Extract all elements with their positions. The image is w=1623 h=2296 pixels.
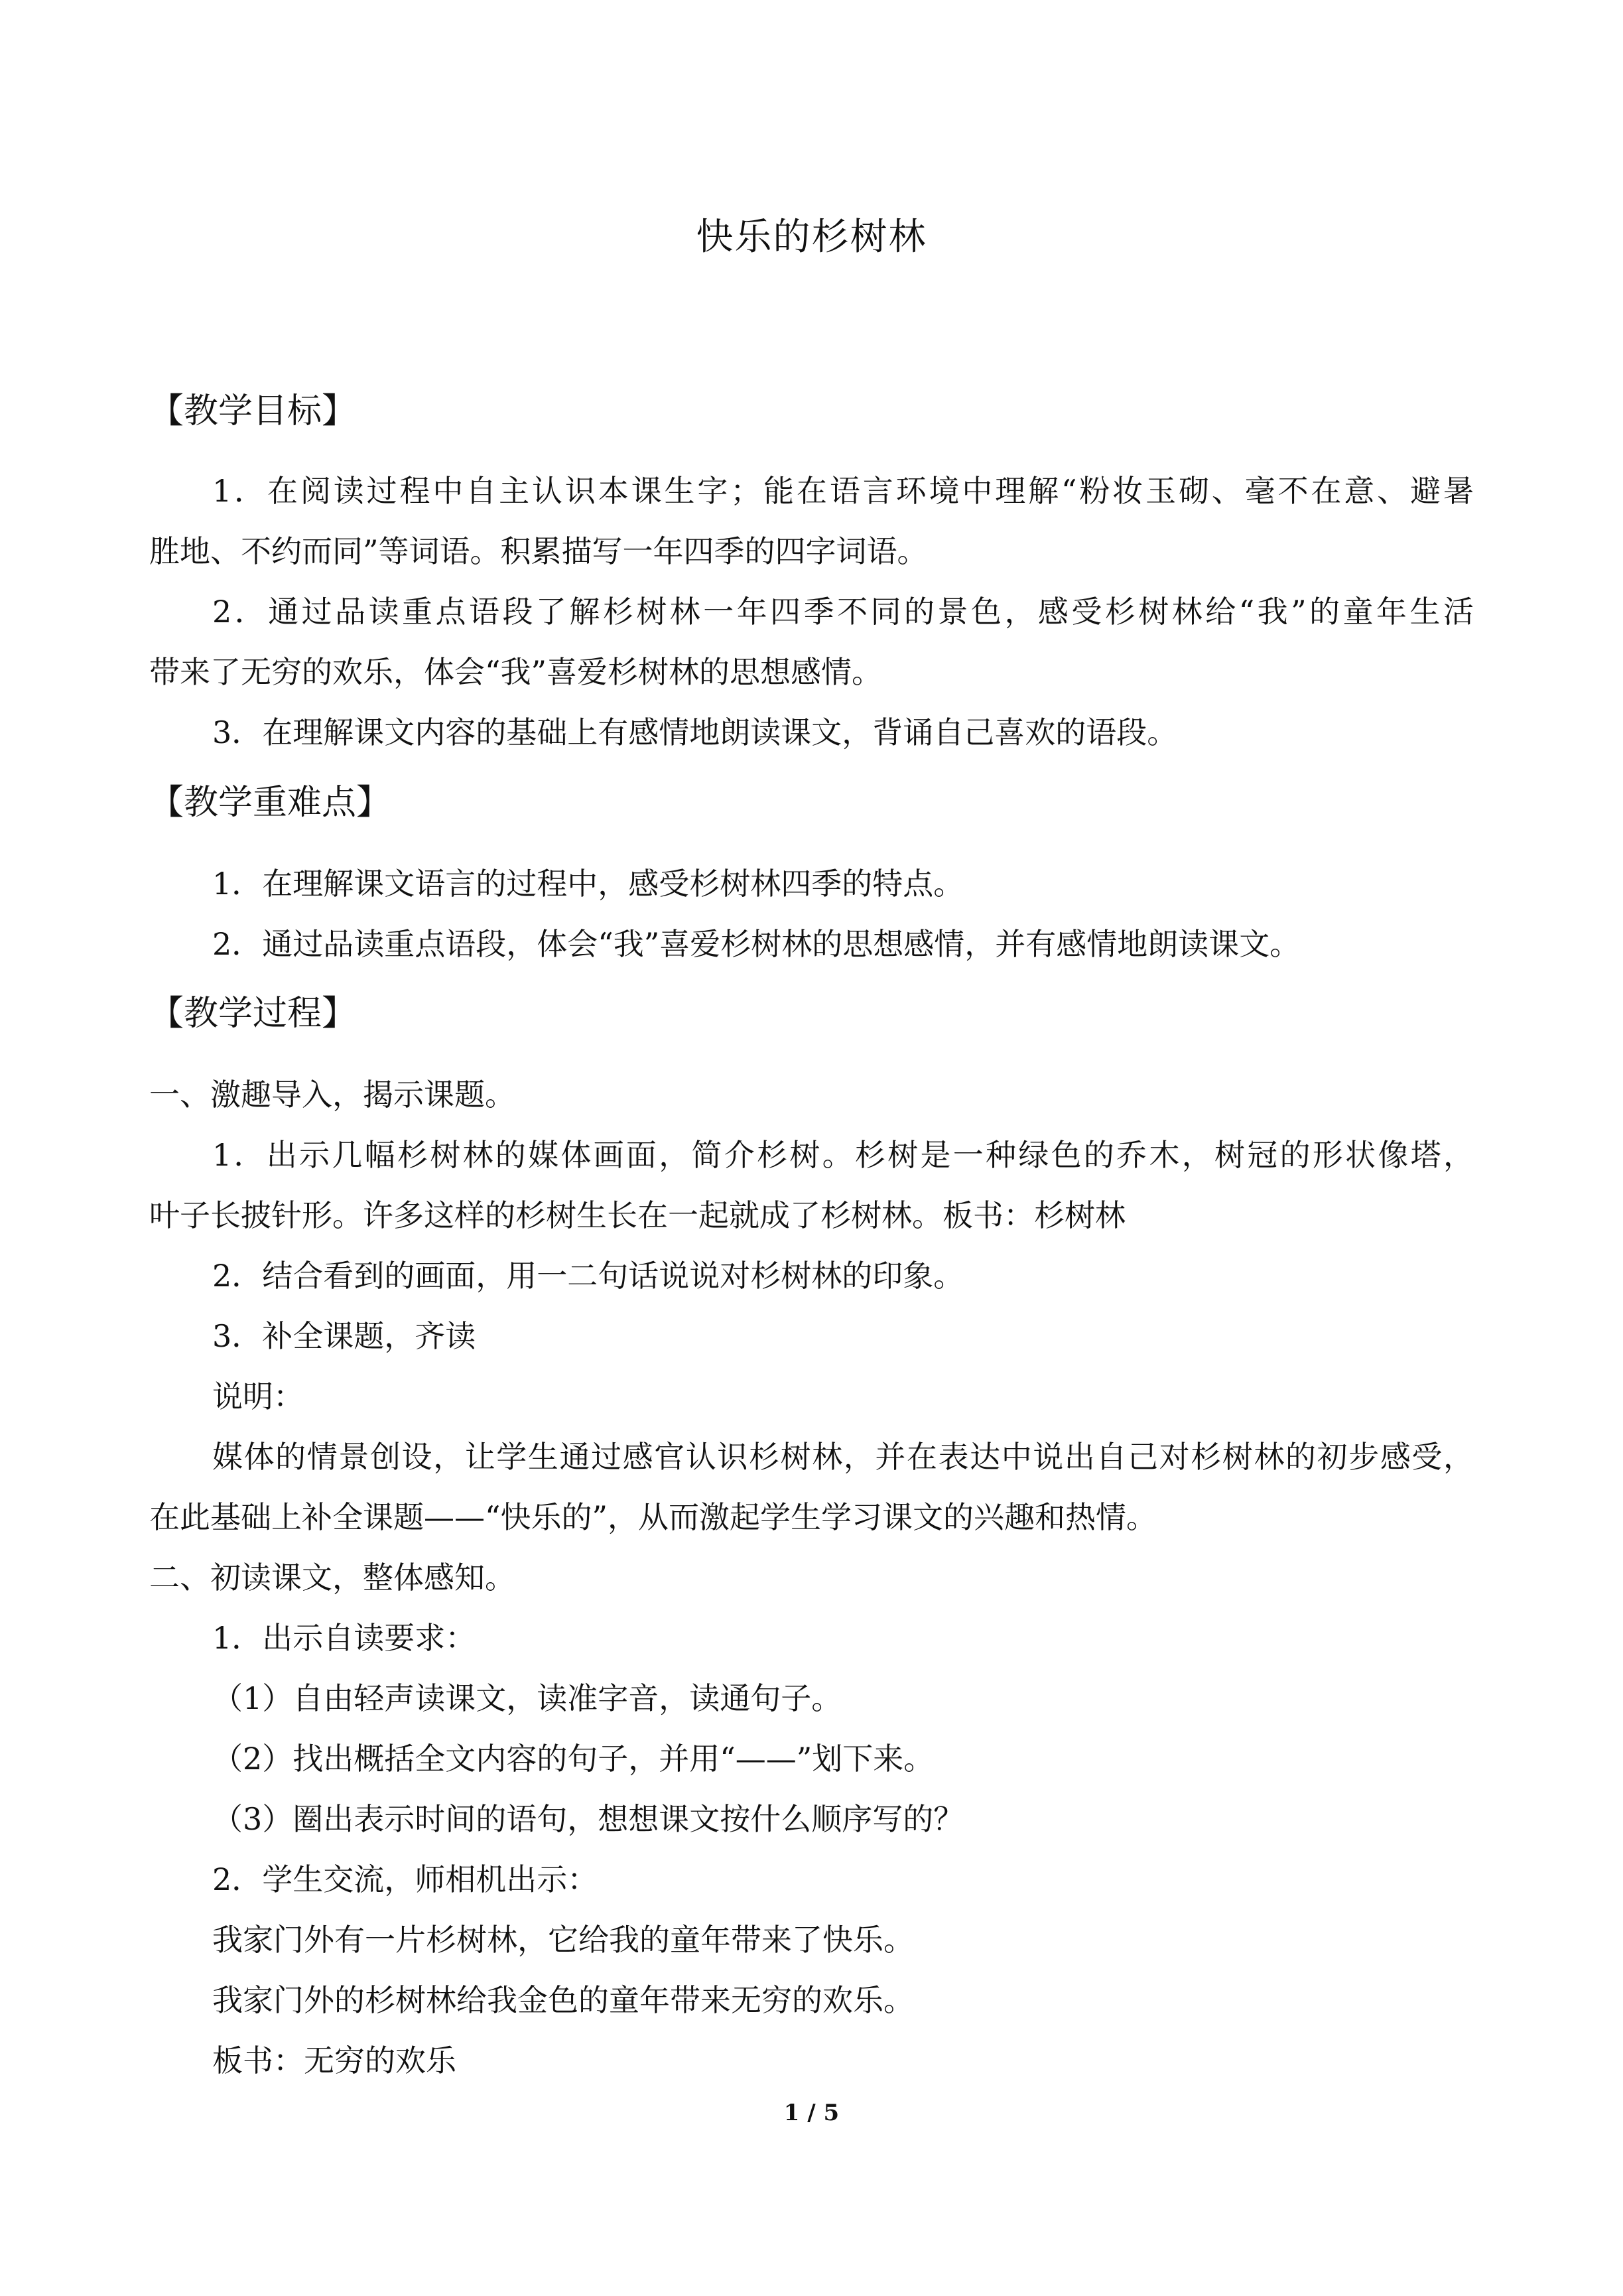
process-line-8: 在此基础上补全课题——“快乐的”，从而激起学生学习课文的兴趣和热情。 [149, 1499, 1157, 1535]
process-line-14: 2．学生交流，师相机出示： [212, 1861, 598, 1897]
section-heading-key-points: 【教学重难点】 [149, 783, 391, 823]
page-indicator: 1 / 5 [783, 2100, 840, 2126]
process-line-15: 我家门外有一片杉树林，它给我的童年带来了快乐。 [212, 1922, 914, 1958]
key-point-line-1: 1．在理解课文语言的过程中，感受杉树林四季的特点。 [212, 866, 964, 902]
section-heading-process: 【教学过程】 [149, 994, 357, 1034]
process-line-16: 我家门外的杉树林给我金色的童年带来无穷的欢乐。 [212, 1982, 914, 2018]
goal-line-5: 3．在理解课文内容的基础上有感情地朗读课文，背诵自己喜欢的语段。 [212, 714, 1178, 750]
process-line-17: 板书：无穷的欢乐 [212, 2043, 456, 2078]
process-line-11: （1）自由轻声读课文，读准字音，读通句子。 [212, 1680, 842, 1716]
process-line-4: 2．结合看到的画面，用一二句话说说对杉树林的印象。 [212, 1258, 964, 1294]
key-point-line-2: 2．通过品读重点语段，体会“我”喜爱杉树林的思想感情，并有感情地朗读课文。 [212, 926, 1301, 962]
goal-line-3: 2．通过品读重点语段了解杉树林一年四季不同的景色，感受杉树林给“我”的童年生活 [212, 594, 1474, 630]
goal-line-2: 胜地、不约而同”等词语。积累描写一年四季的四字词语。 [149, 533, 928, 569]
process-line-5: 3．补全课题，齐读 [212, 1318, 476, 1354]
process-line-12: （2）找出概括全文内容的句子，并用“——”划下来。 [212, 1741, 935, 1777]
document-title: 快乐的杉树林 [696, 216, 927, 259]
goal-line-4: 带来了无穷的欢乐，体会“我”喜爱杉树林的思想感情。 [149, 654, 883, 690]
process-line-9: 二、初读课文，整体感知。 [149, 1560, 515, 1595]
process-line-13: （3）圈出表示时间的语句，想想课文按什么顺序写的？ [212, 1801, 964, 1837]
section-heading-goals: 【教学目标】 [149, 391, 357, 431]
process-line-6: 说明： [212, 1379, 304, 1414]
goal-line-1: 1．在阅读过程中自主认识本课生字；能在语言环境中理解“粉妆玉砌、毫不在意、避暑 [212, 473, 1474, 509]
process-line-3: 叶子长披针形。许多这样的杉树生长在一起就成了杉树林。板书：杉树林 [149, 1197, 1126, 1233]
process-line-2: 1．出示几幅杉树林的媒体画面，简介杉树。杉树是一种绿色的乔木，树冠的形状像塔， [212, 1137, 1474, 1173]
process-line-1: 一、激趣导入，揭示课题。 [149, 1077, 515, 1113]
process-line-10: 1．出示自读要求： [212, 1620, 476, 1656]
process-line-7: 媒体的情景创设，让学生通过感官认识杉树林，并在表达中说出自己对杉树林的初步感受， [212, 1439, 1474, 1475]
